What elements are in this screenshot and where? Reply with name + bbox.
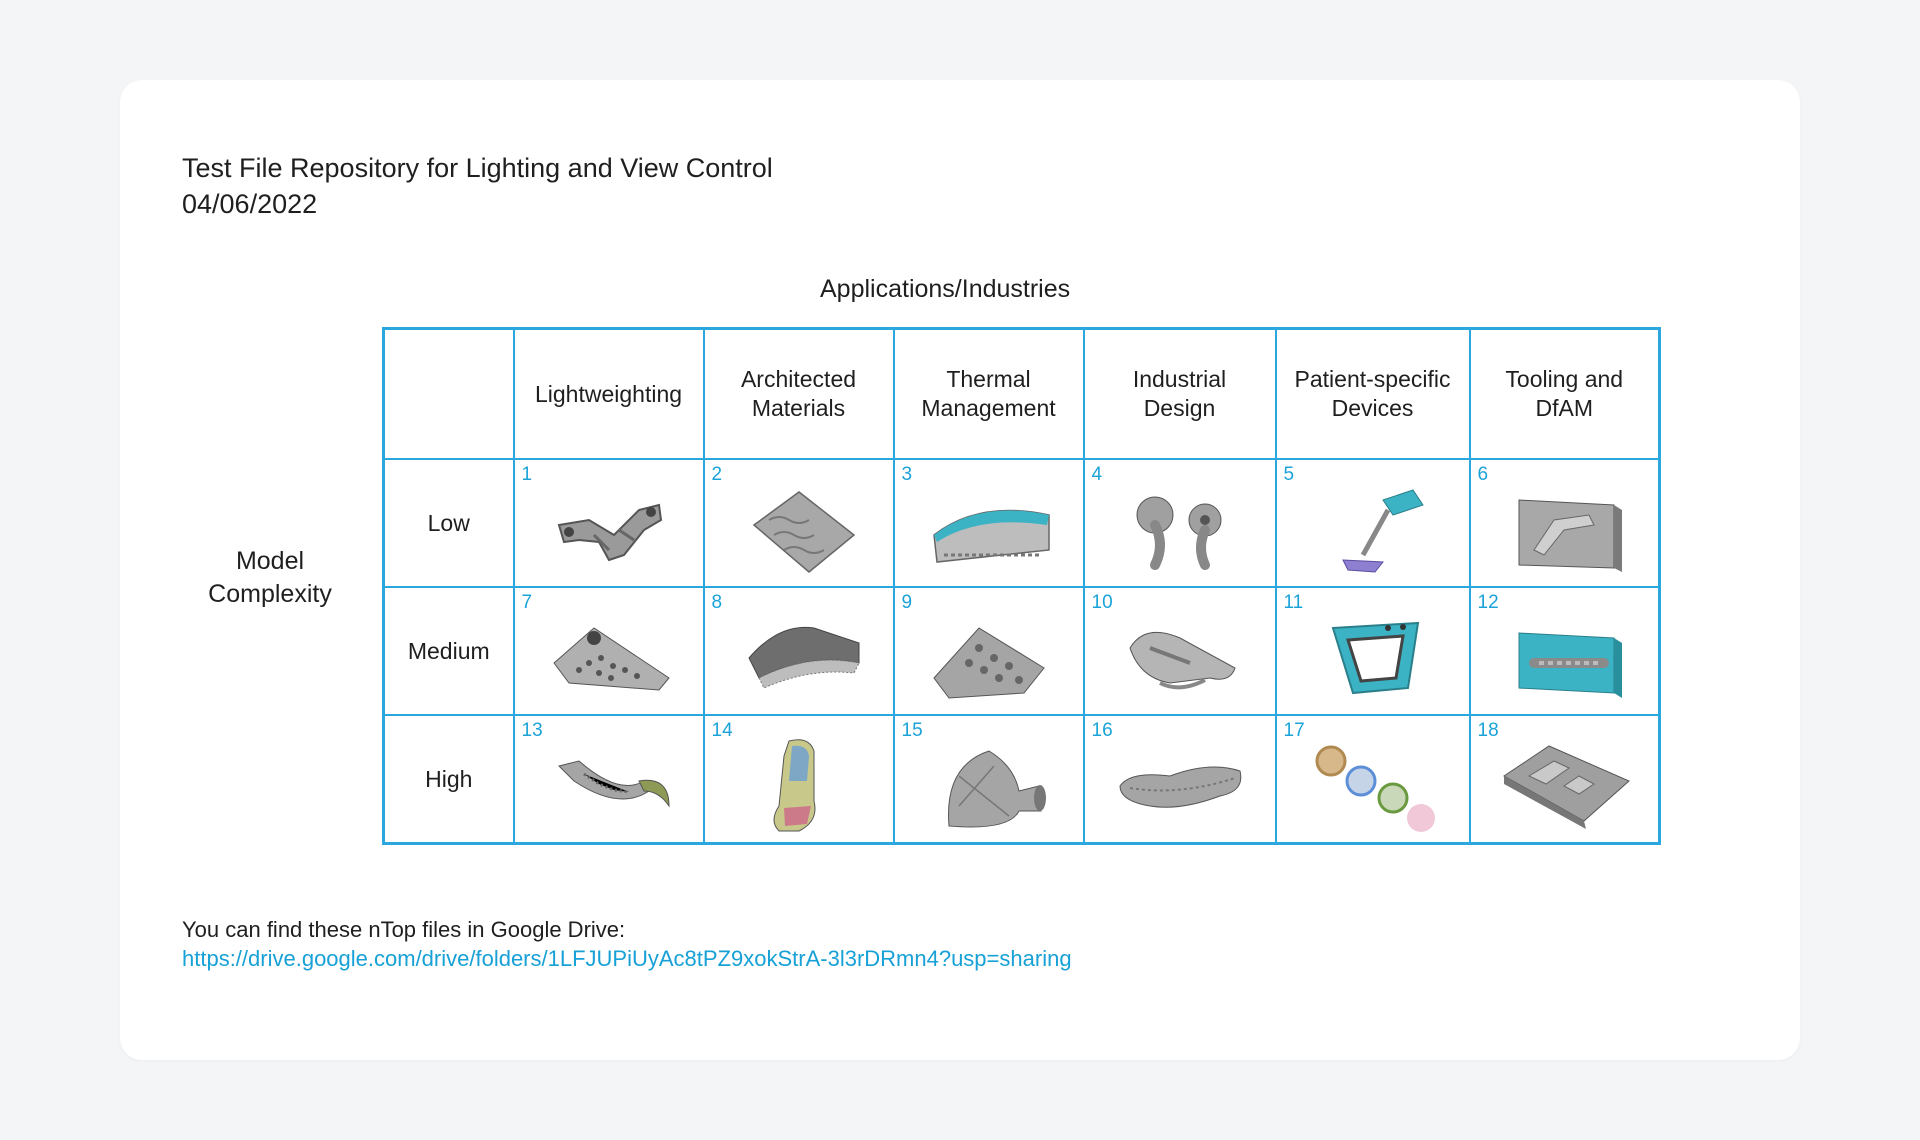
wavy-plate-icon (729, 480, 869, 580)
implant-spheres-icon (1303, 736, 1443, 836)
row-medium (384, 587, 1660, 715)
bracket-icon (539, 480, 679, 580)
nozzle-icon (919, 736, 1059, 836)
model-cell[interactable] (894, 715, 1084, 844)
model-number: 11 (1283, 592, 1304, 613)
row-label: High (384, 715, 514, 844)
column-header: Patient-specific Devices (1276, 329, 1470, 460)
column-header: Tooling and DfAM (1470, 329, 1660, 460)
lattice-arm-icon (539, 736, 679, 836)
footer-text: You can find these nTop files in Google Drive: (182, 917, 626, 942)
model-cell[interactable] (704, 587, 894, 715)
surgical-tool-icon (1303, 480, 1443, 580)
model-number: 14 (711, 720, 733, 741)
model-cell[interactable] (1084, 459, 1276, 587)
model-cell[interactable] (894, 459, 1084, 587)
row-label: Medium (384, 587, 514, 715)
cooling-mold-icon (1494, 608, 1634, 708)
model-cell[interactable] (1470, 459, 1660, 587)
lattice-plate-icon (539, 608, 679, 708)
model-cell[interactable] (514, 715, 704, 844)
column-header: Architected Materials (704, 329, 894, 460)
model-number: 9 (901, 592, 913, 613)
heat-sink-icon (919, 480, 1059, 580)
shoe-sole-icon (1110, 736, 1250, 836)
model-number: 2 (711, 464, 723, 485)
bike-saddle-icon (1110, 608, 1250, 708)
model-number: 3 (901, 464, 913, 485)
column-header: Lightweighting (514, 329, 704, 460)
lattice-heat-exchanger-icon (919, 608, 1059, 708)
model-cell[interactable] (1276, 459, 1470, 587)
model-number: 7 (521, 592, 533, 613)
model-cell[interactable] (704, 459, 894, 587)
seat-icon (729, 736, 869, 836)
model-number: 16 (1091, 720, 1113, 741)
row-low (384, 459, 1660, 587)
model-matrix (382, 327, 1661, 845)
tooling-plate-icon (1494, 736, 1634, 836)
model-cell[interactable] (1470, 715, 1660, 844)
model-number: 5 (1283, 464, 1295, 485)
model-number: 10 (1091, 592, 1113, 613)
rows-axis-label: Model Complexity (208, 547, 332, 608)
corner-cell (384, 329, 514, 460)
column-header: Thermal Management (894, 329, 1084, 460)
column-header: Industrial Design (1084, 329, 1276, 460)
drive-link[interactable]: https://drive.google.com/drive/folders/1LFJUPiUyAc8tPZ9xokStrA-3l3rDRmn4?usp=sharing (182, 946, 1072, 971)
model-cell[interactable] (1084, 715, 1276, 844)
row-high (384, 715, 1660, 844)
model-cell[interactable] (1084, 587, 1276, 715)
model-number: 18 (1477, 720, 1499, 741)
title-text: Test File Repository for Lighting and View Control (182, 153, 773, 183)
model-cell[interactable] (514, 587, 704, 715)
model-number: 8 (711, 592, 723, 613)
model-number: 12 (1477, 592, 1499, 613)
header-row (384, 329, 1660, 460)
model-cell[interactable] (704, 715, 894, 844)
model-cell[interactable] (1276, 587, 1470, 715)
title-date: 04/06/2022 (182, 189, 318, 219)
model-cell[interactable] (514, 459, 704, 587)
model-number: 1 (521, 464, 533, 485)
page-title (182, 150, 773, 222)
model-cell[interactable] (1470, 587, 1660, 715)
model-cell[interactable] (1276, 715, 1470, 844)
model-cell[interactable] (894, 587, 1084, 715)
curved-lattice-icon (729, 608, 869, 708)
orthotic-frame-icon (1303, 608, 1443, 708)
mold-block-icon (1494, 480, 1634, 580)
content-card (120, 80, 1800, 1060)
model-number: 13 (521, 720, 543, 741)
earbuds-icon (1110, 480, 1250, 580)
row-label: Low (384, 459, 514, 587)
footer (182, 915, 1072, 973)
model-number: 15 (901, 720, 923, 741)
model-number: 4 (1091, 464, 1103, 485)
model-number: 17 (1283, 720, 1305, 741)
columns-axis-label: Applications/Industries (820, 275, 1071, 303)
model-number: 6 (1477, 464, 1489, 485)
